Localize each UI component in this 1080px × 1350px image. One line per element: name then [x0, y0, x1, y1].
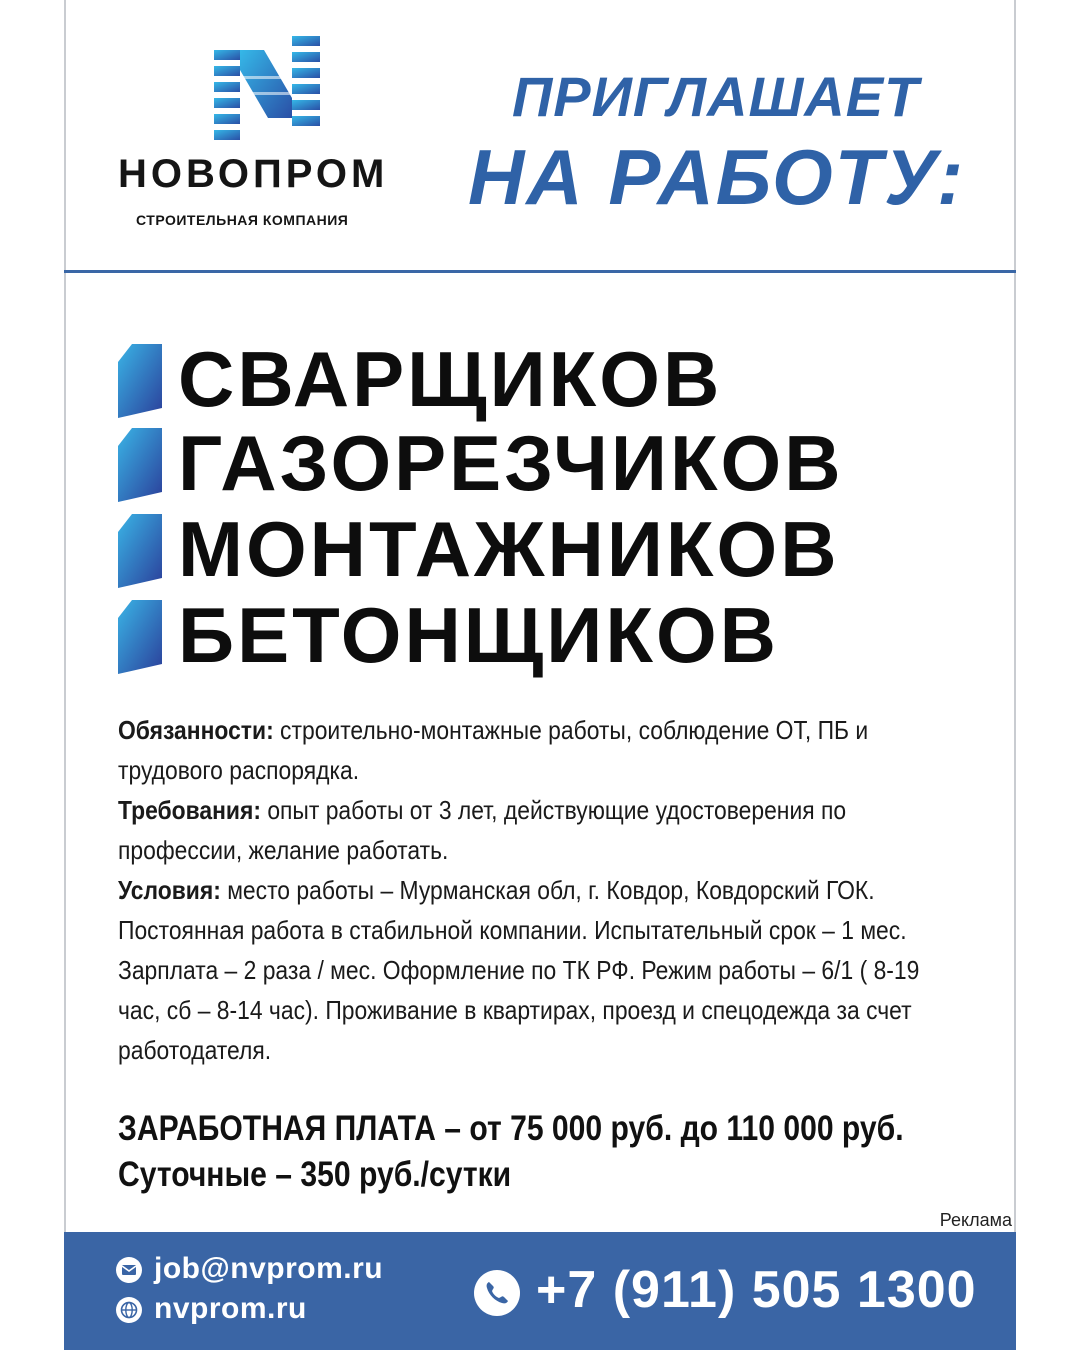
bullet-marker-icon	[118, 428, 162, 502]
ad-label: Реклама	[939, 1210, 1012, 1230]
conditions-paragraph	[118, 870, 963, 1070]
headline-to-work: НА РАБОТУ:	[468, 133, 966, 221]
envelope-icon	[116, 1257, 142, 1283]
website-link[interactable]: nvprom.ru	[154, 1292, 307, 1325]
globe-icon	[116, 1297, 142, 1323]
requirements-label: Требования:	[118, 795, 261, 825]
salary-block	[118, 1106, 904, 1198]
bullet-marker-icon	[118, 600, 162, 674]
requirements-paragraph	[118, 790, 963, 870]
requirements-text: опыт работы от 3 лет, действующие удостоверения по профессии, желание работать.	[118, 795, 847, 865]
brand-name: НОВОПРОМ	[118, 152, 389, 196]
email-link[interactable]: job@nvprom.ru	[154, 1252, 384, 1285]
bullet-marker-icon	[118, 344, 162, 418]
headline-invite: ПРИГЛАШАЕТ	[512, 65, 920, 128]
salary-range: ЗАРАБОТНАЯ ПЛАТА – от 75 000 руб. до 110 000 руб.	[118, 1109, 904, 1148]
job-title: ГАЗОРЕЗЧИКОВ	[178, 419, 844, 507]
job-title: СВАРЩИКОВ	[178, 335, 723, 423]
company-logo	[214, 36, 322, 142]
conditions-label: Условия:	[118, 875, 221, 905]
job-title: МОНТАЖНИКОВ	[178, 505, 840, 593]
header-divider	[64, 270, 1016, 273]
phone-number[interactable]: +7 (911) 505 1300	[536, 1261, 977, 1319]
duties-paragraph	[118, 710, 963, 790]
bullet-marker-icon	[118, 514, 162, 588]
phone-icon	[474, 1270, 520, 1316]
brand-subtitle: СТРОИТЕЛЬНАЯ КОМПАНИЯ	[136, 212, 349, 228]
job-details	[118, 710, 963, 1070]
duties-label: Обязанности:	[118, 715, 274, 745]
conditions-text: место работы – Мурманская обл, г. Ковдор, Ковдорский ГОК. Постоянная работа в стабильной компании. Испытательный срок – 1 мес. Зарплата – 2 раза / мес. Оформление по ТК РФ. Режим работы – 6/1 ( 8-19 час, сб – 8-14 час). Проживание в квартирах, проезд и спецодежда за счет работодателя.	[118, 875, 920, 1065]
job-title: БЕТОНЩИКОВ	[178, 591, 779, 679]
duties-text: строительно-монтажные работы, соблюдение ОТ, ПБ и трудового распорядка.	[118, 715, 869, 785]
daily-allowance: Суточные – 350 руб./сутки	[118, 1155, 512, 1194]
contact-footer	[64, 1232, 1016, 1350]
